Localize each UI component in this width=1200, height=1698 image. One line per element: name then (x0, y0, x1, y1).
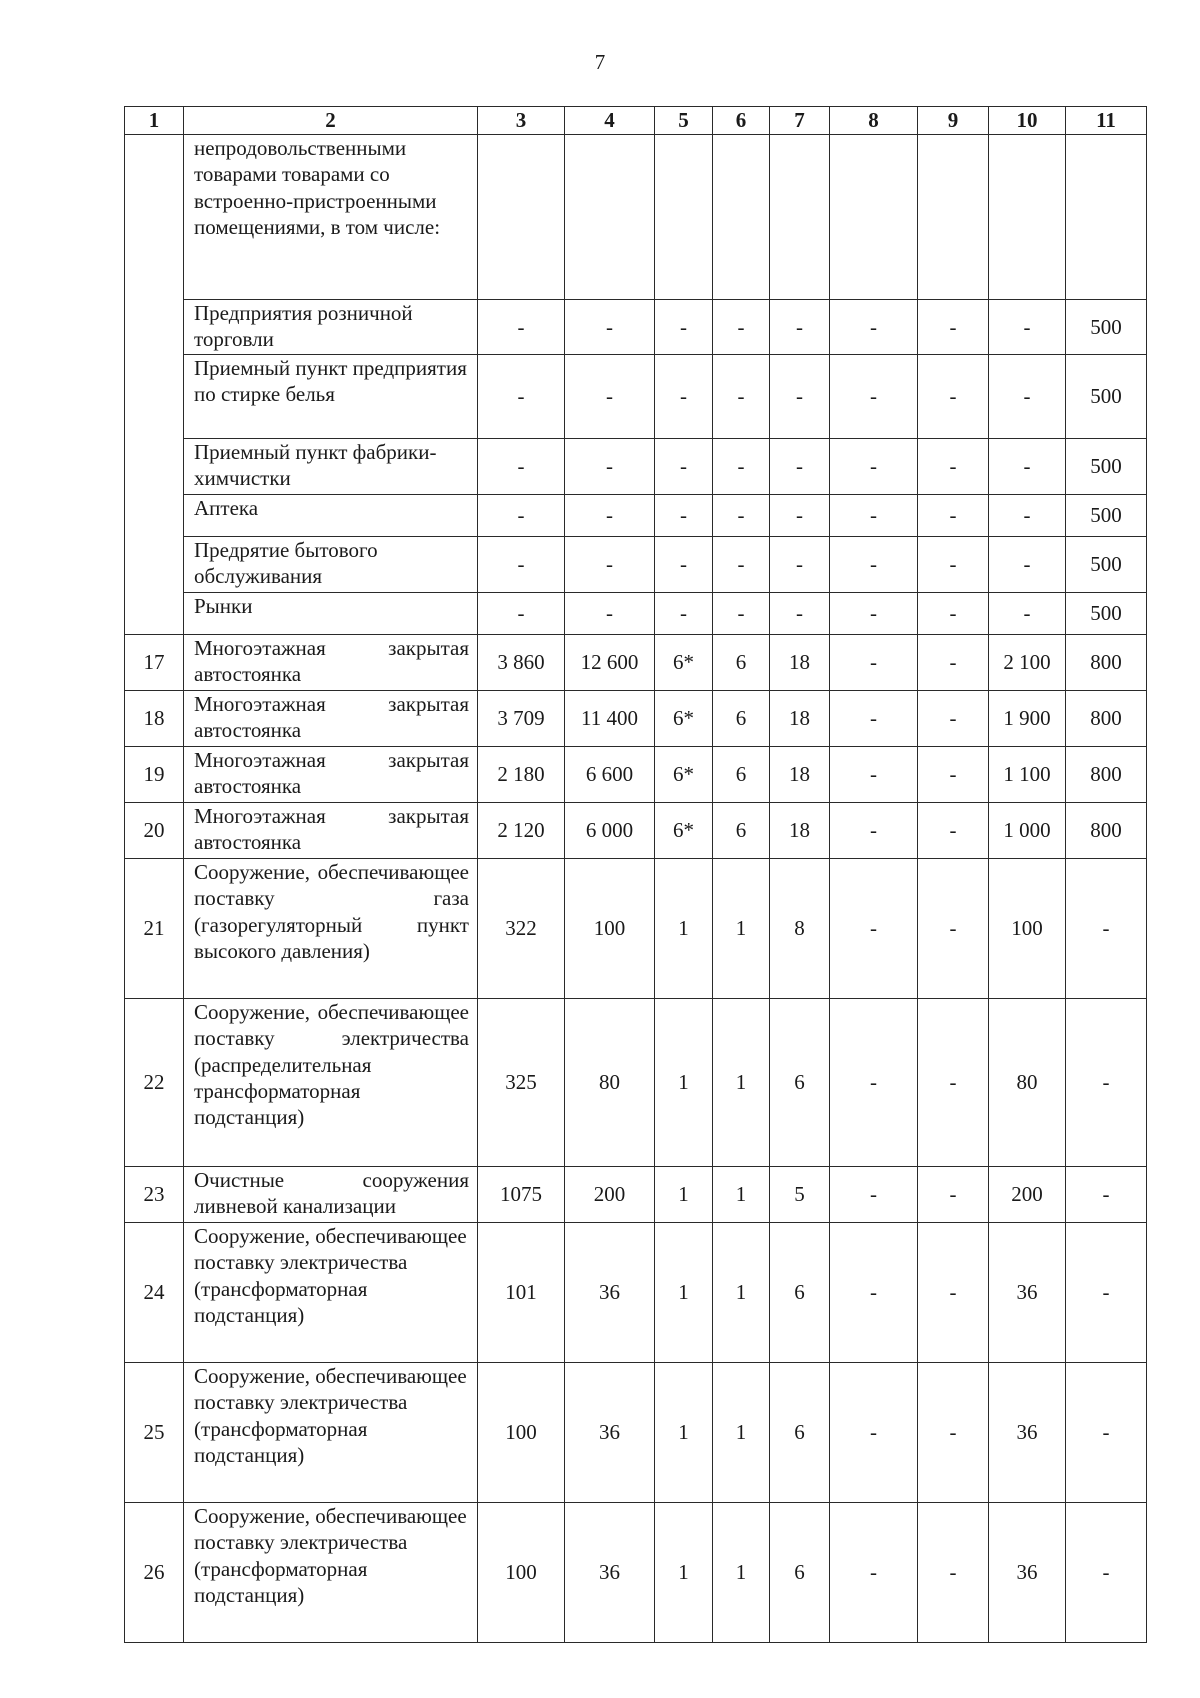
value-cell-c9: - (918, 593, 989, 635)
row-name-cell: Предрятие бытового обслуживания (184, 537, 478, 593)
value-cell-c3: 1075 (478, 1167, 565, 1223)
value-cell-c9: - (918, 300, 989, 355)
value-cell-c5: 1 (655, 999, 713, 1167)
value-cell-c10: 100 (989, 859, 1066, 999)
row-name-cell: Сооружение, обеспечивающее поставку электричества (трансформаторная подстанция) (184, 1503, 478, 1643)
header-cell: 4 (565, 107, 655, 135)
value-cell-c4: 6 000 (565, 803, 655, 859)
value-cell-c6: 1 (713, 859, 770, 999)
header-cell: 6 (713, 107, 770, 135)
table-row (125, 635, 1147, 691)
value-cell-c6: - (713, 495, 770, 537)
value-cell-c6: - (713, 355, 770, 439)
table-row (125, 1363, 1147, 1503)
value-cell-c11: - (1066, 1503, 1147, 1643)
value-cell-c8: - (830, 803, 918, 859)
value-cell-c6: - (713, 300, 770, 355)
row-name-cell: Предприятия розничной торговли (184, 300, 478, 355)
table-row (125, 537, 1147, 593)
value-cell-c4: 36 (565, 1223, 655, 1363)
table-row (125, 747, 1147, 803)
value-cell-c10: - (989, 300, 1066, 355)
value-cell-c9: - (918, 691, 989, 747)
value-cell-c8: - (830, 593, 918, 635)
value-cell-c9: - (918, 355, 989, 439)
value-cell-c6: - (713, 439, 770, 495)
value-cell-c3: 2 120 (478, 803, 565, 859)
value-cell-c3: 325 (478, 999, 565, 1167)
data-table (124, 106, 1147, 1643)
value-cell-c7: 8 (770, 859, 830, 999)
value-cell-c6: 6 (713, 803, 770, 859)
header-cell: 5 (655, 107, 713, 135)
row-number-cell: 18 (125, 691, 184, 747)
value-cell-c7: 18 (770, 635, 830, 691)
header-cell: 10 (989, 107, 1066, 135)
row-name-cell: Сооружение, обеспечивающее поставку электричества (трансформаторная подстанция) (184, 1223, 478, 1363)
value-cell-c10: 36 (989, 1503, 1066, 1643)
value-cell-c7: 6 (770, 1223, 830, 1363)
value-cell-c3: 100 (478, 1503, 565, 1643)
value-cell-c5: 1 (655, 1167, 713, 1223)
value-cell-c8: - (830, 355, 918, 439)
row-number-cell: 19 (125, 747, 184, 803)
table-row (125, 1167, 1147, 1223)
value-cell-c7: - (770, 439, 830, 495)
value-cell-c6: 6 (713, 635, 770, 691)
row-name-cell: Сооружение, обеспечивающее поставку электричества (распределительная трансформаторная подстанция) (184, 999, 478, 1167)
value-cell-c10: 1 900 (989, 691, 1066, 747)
value-cell-c4: 80 (565, 999, 655, 1167)
value-cell-c4: 36 (565, 1503, 655, 1643)
row-name-cell: Многоэтажная закрытая автостоянка (184, 747, 478, 803)
value-cell-c9: - (918, 439, 989, 495)
value-cell-c8: - (830, 635, 918, 691)
value-cell-c11: - (1066, 999, 1147, 1167)
value-cell-c4: - (565, 439, 655, 495)
value-cell-c4: 6 600 (565, 747, 655, 803)
value-cell-c11: - (1066, 859, 1147, 999)
table-row (125, 803, 1147, 859)
value-cell-c10: - (989, 495, 1066, 537)
value-cell-c4: - (565, 537, 655, 593)
value-cell-c4: 12 600 (565, 635, 655, 691)
value-cell-c7: 5 (770, 1167, 830, 1223)
value-cell-c9: - (918, 635, 989, 691)
value-cell-c7: 6 (770, 999, 830, 1167)
row-number-cell (125, 135, 184, 635)
row-name-cell: Сооружение, обеспечивающее поставку электричества (трансформаторная подстанция) (184, 1363, 478, 1503)
value-cell-c6: - (713, 593, 770, 635)
value-cell-c9: - (918, 537, 989, 593)
value-cell-c9: - (918, 1503, 989, 1643)
row-name-cell: Рынки (184, 593, 478, 635)
value-cell-c10: - (989, 439, 1066, 495)
header-cell: 11 (1066, 107, 1147, 135)
header-cell: 1 (125, 107, 184, 135)
row-number-cell: 21 (125, 859, 184, 999)
value-cell-c5: 6* (655, 747, 713, 803)
header-row (125, 107, 1147, 135)
value-cell-c10: 1 000 (989, 803, 1066, 859)
value-cell-c5: - (655, 495, 713, 537)
table-row (125, 439, 1147, 495)
value-cell-c5: 1 (655, 1223, 713, 1363)
value-cell-c9: - (918, 1223, 989, 1363)
row-name-cell: Приемный пункт предприятия по стирке белья (184, 355, 478, 439)
value-cell-c8: - (830, 439, 918, 495)
value-cell-c8: - (830, 1363, 918, 1503)
value-cell-c11: 500 (1066, 593, 1147, 635)
value-cell-c7: 6 (770, 1503, 830, 1643)
header-cell: 3 (478, 107, 565, 135)
row-number-cell: 26 (125, 1503, 184, 1643)
value-cell-c10: 1 100 (989, 747, 1066, 803)
row-name-cell: Многоэтажная закрытая автостоянка (184, 803, 478, 859)
value-cell-c3: 101 (478, 1223, 565, 1363)
row-number-cell: 23 (125, 1167, 184, 1223)
value-cell-c10: 2 100 (989, 635, 1066, 691)
value-cell-c7: - (770, 593, 830, 635)
table-row (125, 593, 1147, 635)
table-row (125, 495, 1147, 537)
value-cell-c7: 6 (770, 1363, 830, 1503)
value-cell-c6: 1 (713, 1223, 770, 1363)
value-cell-c4: 11 400 (565, 691, 655, 747)
value-cell-c5: 6* (655, 691, 713, 747)
value-cell-c11: 500 (1066, 537, 1147, 593)
row-name-cell: непродовольственными товарами товарами со встроенно-пристроенными помещениями, в том числе: (184, 135, 478, 300)
value-cell-c5: - (655, 300, 713, 355)
value-cell-c11: 500 (1066, 439, 1147, 495)
row-number-cell: 22 (125, 999, 184, 1167)
table-row (125, 1223, 1147, 1363)
header-cell: 8 (830, 107, 918, 135)
value-cell-c7: 18 (770, 803, 830, 859)
value-cell-c7: - (770, 300, 830, 355)
value-cell-c8: - (830, 999, 918, 1167)
value-cell-c9: - (918, 859, 989, 999)
value-cell-c10: 36 (989, 1223, 1066, 1363)
value-cell-c11: 500 (1066, 355, 1147, 439)
value-cell-c5: 6* (655, 635, 713, 691)
table-row (125, 135, 1147, 300)
value-cell-c10: - (989, 593, 1066, 635)
row-name-cell: Приемный пункт фабрики-химчистки (184, 439, 478, 495)
value-cell-c8: - (830, 1503, 918, 1643)
value-cell-c5: 1 (655, 1363, 713, 1503)
header-cell: 2 (184, 107, 478, 135)
value-cell-c3: 322 (478, 859, 565, 999)
value-cell-c10: - (989, 355, 1066, 439)
table-row (125, 1503, 1147, 1643)
value-cell-c8: - (830, 1167, 918, 1223)
value-cell-c11: 500 (1066, 495, 1147, 537)
row-number-cell: 17 (125, 635, 184, 691)
value-cell-c7: - (770, 355, 830, 439)
value-cell-c10: 36 (989, 1363, 1066, 1503)
value-cell-c9: - (918, 495, 989, 537)
row-name-cell: Многоэтажная закрытая автостоянка (184, 691, 478, 747)
row-name-cell: Очистные сооружения ливневой канализации (184, 1167, 478, 1223)
value-cell-c8: - (830, 495, 918, 537)
row-number-cell: 20 (125, 803, 184, 859)
value-cell-c7: - (770, 537, 830, 593)
value-cell-c5: - (655, 355, 713, 439)
row-name-cell: Аптека (184, 495, 478, 537)
value-cell-c11: 500 (1066, 300, 1147, 355)
value-cell-c4: - (565, 300, 655, 355)
value-cell-c4: - (565, 495, 655, 537)
value-cell-c3: - (478, 439, 565, 495)
page-number: 7 (594, 50, 606, 74)
row-name-cell: Сооружение, обеспечивающее поставку газа (газорегуляторный пункт высокого давления) (184, 859, 478, 999)
value-cell-c11: 800 (1066, 691, 1147, 747)
value-cell-c5: 1 (655, 859, 713, 999)
value-cell-c10: - (989, 537, 1066, 593)
value-cell-c6: 1 (713, 999, 770, 1167)
value-cell-c8: - (830, 691, 918, 747)
value-cell-c9: - (918, 999, 989, 1167)
value-cell-c8: - (830, 859, 918, 999)
value-cell-c5: 1 (655, 1503, 713, 1643)
value-cell-c4: - (565, 593, 655, 635)
table-row (125, 300, 1147, 355)
value-cell-c3: 2 180 (478, 747, 565, 803)
value-cell-c9: - (918, 1167, 989, 1223)
value-cell-c3: - (478, 537, 565, 593)
value-cell-c4: 100 (565, 859, 655, 999)
value-cell-c3: - (478, 593, 565, 635)
value-cell-c6: 6 (713, 691, 770, 747)
value-cell-c3: 100 (478, 1363, 565, 1503)
value-cell-c6: 1 (713, 1167, 770, 1223)
value-cell-c8: - (830, 1223, 918, 1363)
value-cell-c3: 3 860 (478, 635, 565, 691)
value-cell-c5: - (655, 439, 713, 495)
value-cell-c7: 18 (770, 747, 830, 803)
value-cell-c6: 1 (713, 1363, 770, 1503)
value-cell-c9: - (918, 747, 989, 803)
value-cell-c5: 6* (655, 803, 713, 859)
value-cell-c9: - (918, 1363, 989, 1503)
value-cell-c11: 800 (1066, 635, 1147, 691)
row-number-cell: 25 (125, 1363, 184, 1503)
value-cell-c8: - (830, 747, 918, 803)
row-number-cell: 24 (125, 1223, 184, 1363)
value-cell-c3: - (478, 300, 565, 355)
value-cell-c7: - (770, 495, 830, 537)
value-cell-c3: - (478, 355, 565, 439)
table-row (125, 355, 1147, 439)
value-cell-c11: - (1066, 1223, 1147, 1363)
value-cell-c5: - (655, 593, 713, 635)
value-cell-c11: - (1066, 1363, 1147, 1503)
value-cell-c6: 1 (713, 1503, 770, 1643)
value-cell-c4: 200 (565, 1167, 655, 1223)
value-cell-c4: 36 (565, 1363, 655, 1503)
value-cell-c11: - (1066, 1167, 1147, 1223)
header-cell: 9 (918, 107, 989, 135)
value-cell-c6: 6 (713, 747, 770, 803)
row-name-cell: Многоэтажная закрытая автостоянка (184, 635, 478, 691)
header-cell: 7 (770, 107, 830, 135)
table-row (125, 691, 1147, 747)
value-cell-c8: - (830, 537, 918, 593)
value-cell-c11: 800 (1066, 803, 1147, 859)
value-cell-c5: - (655, 537, 713, 593)
value-cell-c10: 80 (989, 999, 1066, 1167)
value-cell-c7: 18 (770, 691, 830, 747)
value-cell-c3: - (478, 495, 565, 537)
table-row (125, 999, 1147, 1167)
value-cell-c9: - (918, 803, 989, 859)
value-cell-c10: 200 (989, 1167, 1066, 1223)
value-cell-c11: 800 (1066, 747, 1147, 803)
value-cell-c6: - (713, 537, 770, 593)
value-cell-c4: - (565, 355, 655, 439)
value-cell-c8: - (830, 300, 918, 355)
value-cell-c3: 3 709 (478, 691, 565, 747)
table-row (125, 859, 1147, 999)
